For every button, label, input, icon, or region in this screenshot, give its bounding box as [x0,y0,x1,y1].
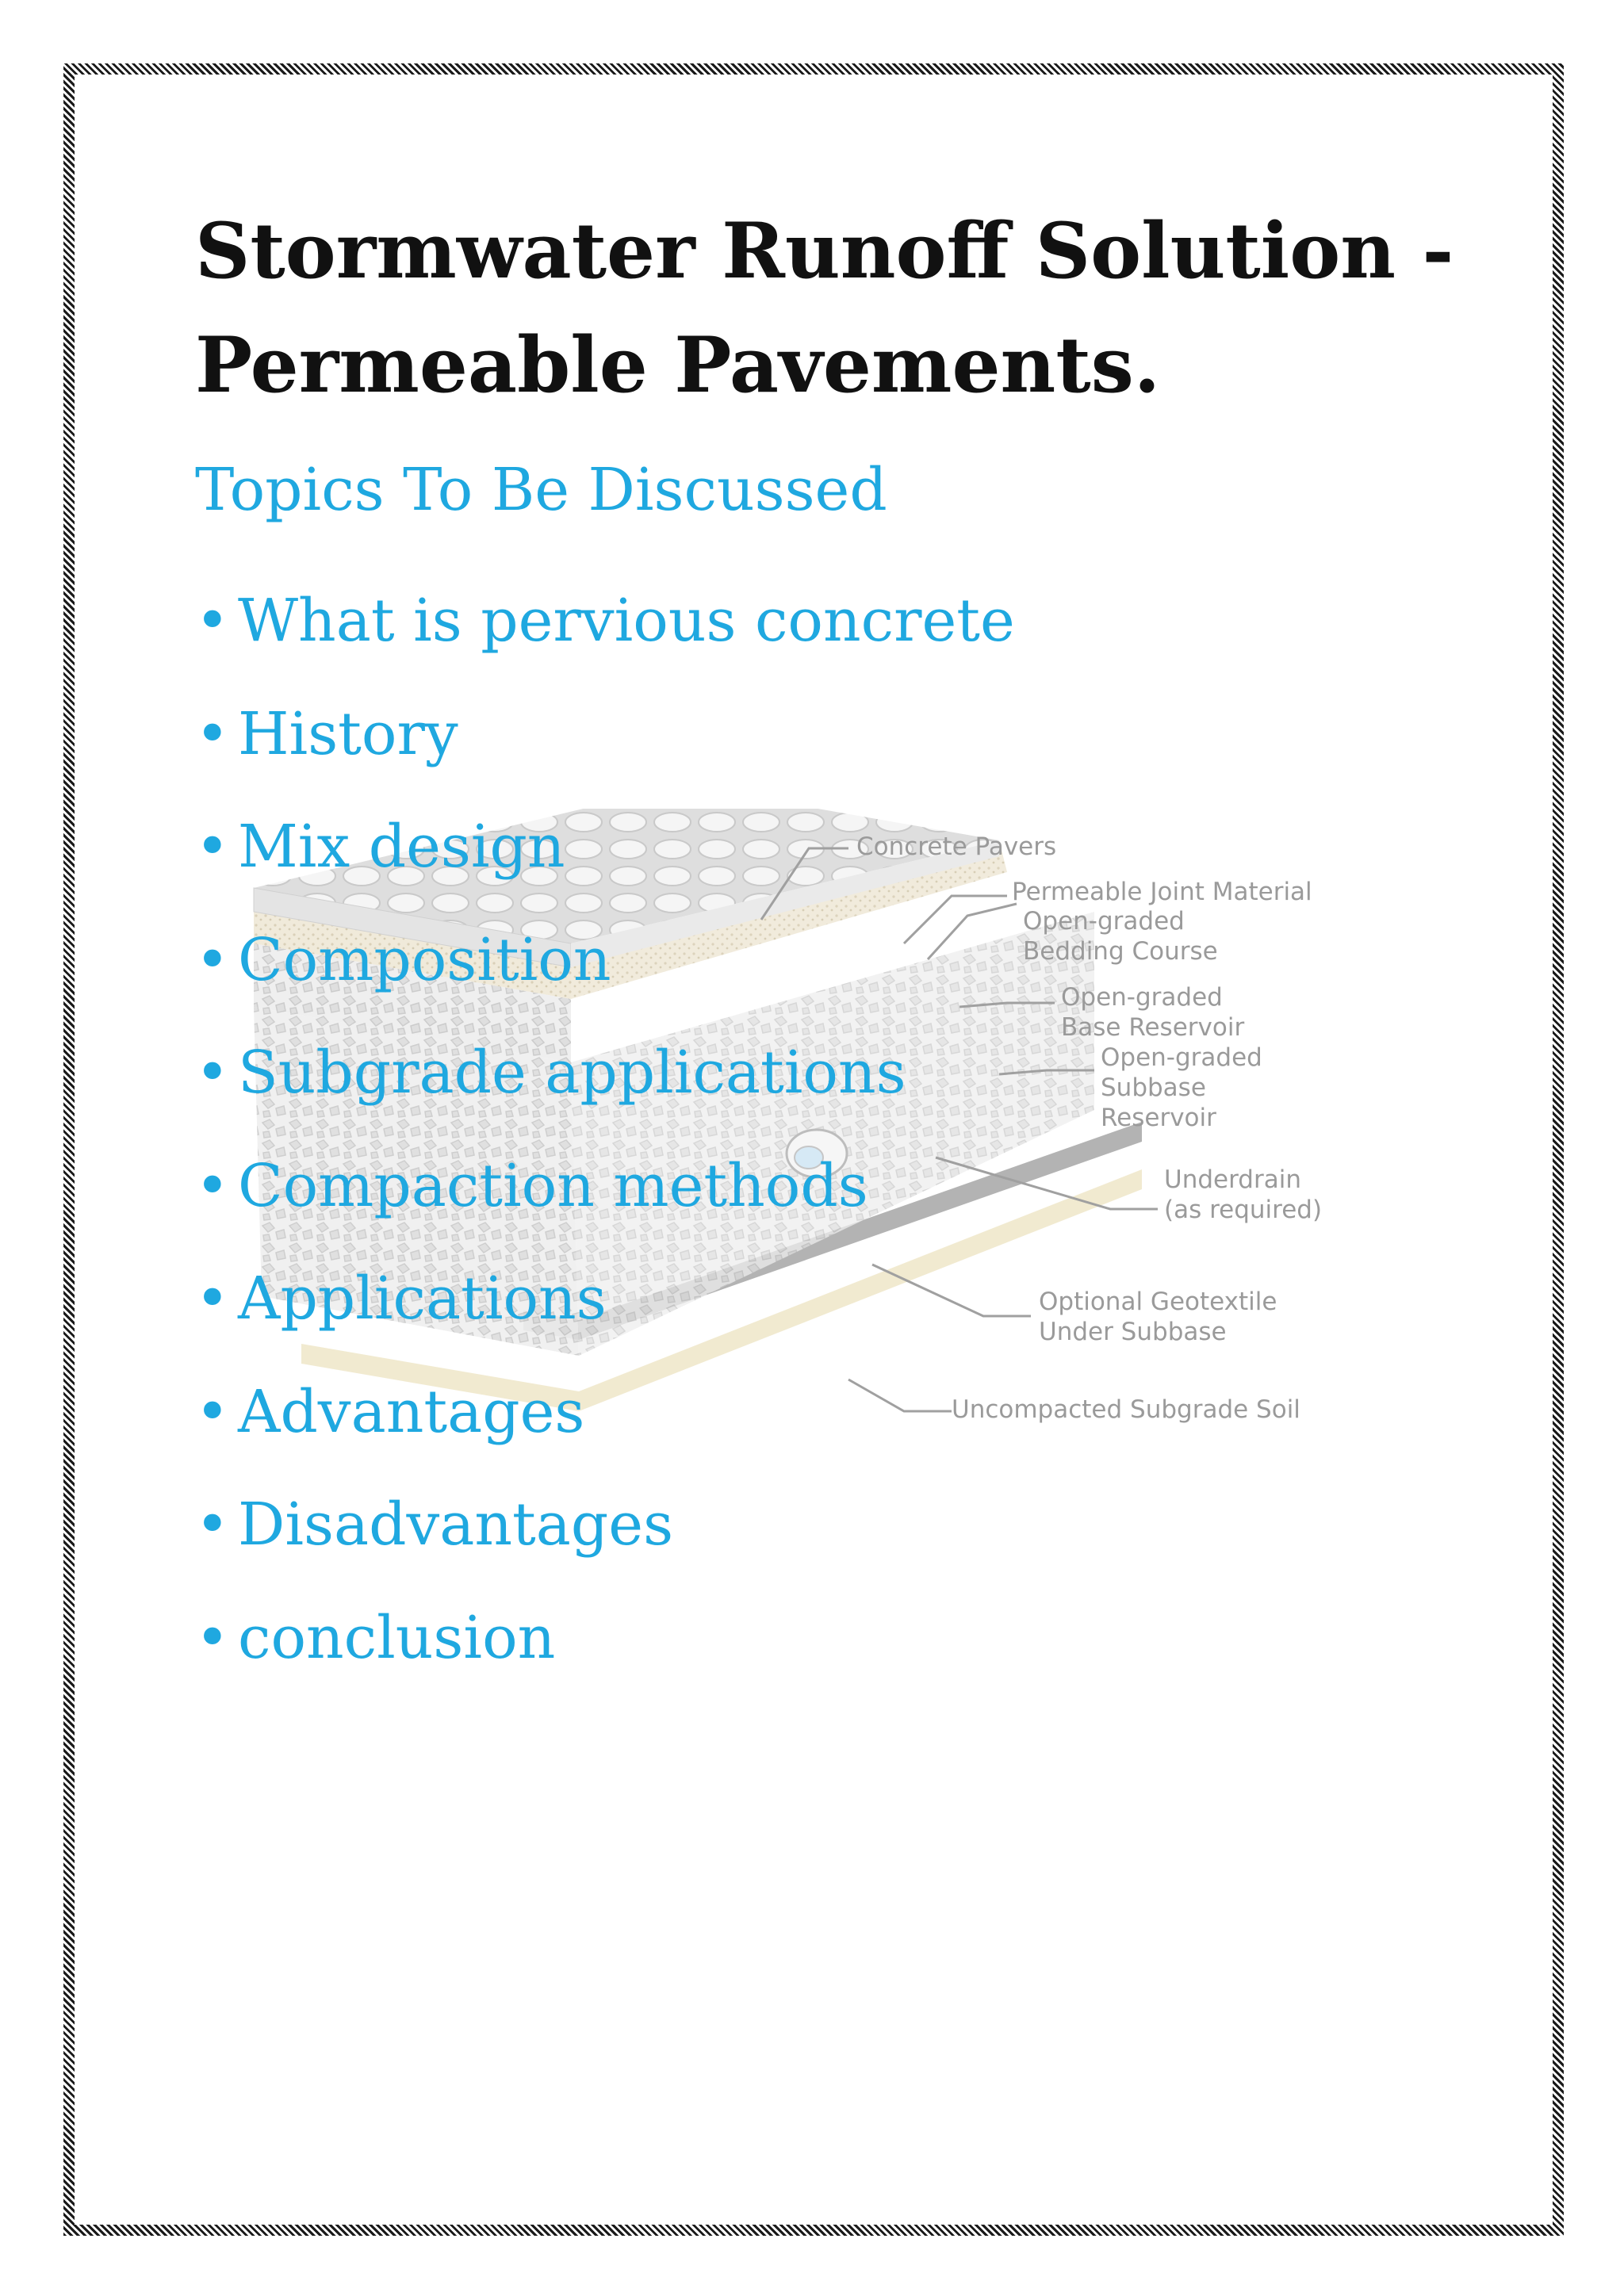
label-bedding-course-line-1: Open-graded [1023,907,1185,936]
list-item [195,1242,1015,1356]
label-base-reservoir-line-1: Open-graded [1061,983,1223,1012]
bullet-icon: • [195,699,230,768]
topic-label: History [238,699,458,768]
page-title: Stormwater Runoff Solution - Permeable Pavements. [195,206,1454,410]
label-subbase-reservoir-line-2: Subbase [1101,1073,1206,1102]
label-geotextile-line-2: Under Subbase [1039,1318,1227,1346]
topic-label: conclusion [238,1603,556,1672]
list-item [195,564,1015,678]
list-item [195,904,1015,1017]
label-base-reservoir-line-2: Base Reservoir [1061,1013,1245,1042]
label-subgrade-soil: Uncompacted Subgrade Soil [952,1395,1300,1424]
list-item [195,1468,1015,1582]
topic-label: Compaction methods [238,1151,868,1220]
topic-label: Applications [238,1265,607,1333]
list-item [195,1016,1015,1130]
bullet-icon: • [195,925,230,994]
label-subbase-reservoir-line-1: Open-graded [1101,1043,1262,1072]
list-item [195,1130,1015,1243]
topic-label: Disadvantages [238,1490,674,1559]
bullet-icon: • [195,1603,230,1672]
label-underdrain-line-2: (as required) [1164,1196,1323,1224]
topic-label: What is pervious concrete [238,587,1015,655]
topics-list [195,564,1015,1694]
label-geotextile-line-1: Optional Geotextile [1039,1288,1277,1316]
bullet-icon: • [195,1377,230,1446]
list-item [195,678,1015,791]
bullet-icon: • [195,813,230,881]
label-underdrain-line-1: Underdrain [1164,1165,1301,1194]
bullet-icon: • [195,1151,230,1220]
list-item [195,1356,1015,1469]
label-permeable-joint-material: Permeable Joint Material [1012,878,1312,906]
list-item [195,1582,1015,1695]
topic-label: Composition [238,925,611,994]
label-concrete-pavers: Concrete Pavers [856,832,1057,861]
bullet-icon: • [195,1039,230,1107]
topic-label: Advantages [238,1377,585,1446]
topic-label: Subgrade applications [238,1039,906,1107]
bullet-icon: • [195,1265,230,1333]
label-bedding-course-line-2: Bedding Course [1023,937,1218,966]
topic-label: Mix design [238,813,565,881]
topics-heading: Topics To Be Discussed [195,456,887,524]
label-subbase-reservoir-line-3: Reservoir [1101,1104,1216,1132]
list-item [195,790,1015,904]
bullet-icon: • [195,587,230,655]
bullet-icon: • [195,1490,230,1559]
